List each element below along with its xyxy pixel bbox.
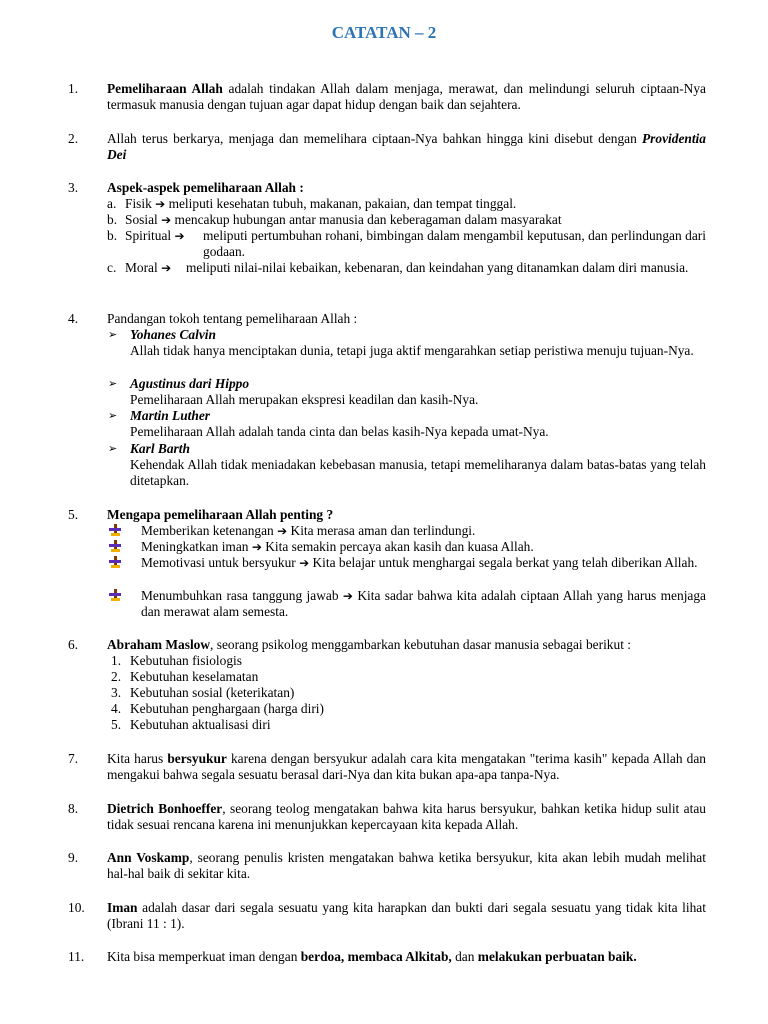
item-text: Kita harus bersyukur karena dengan bersyukur adalah cara kita mengatakan "terima kasih" kepada Allah dan mengakui bahwa segala sesuatu berasal dari-Nya dan kita bukan apa-apa tanpa-Nya. bbox=[107, 751, 706, 782]
arrowhead-bullet-icon: ➢ bbox=[108, 409, 118, 422]
item-number: 3. bbox=[68, 180, 79, 195]
need-text: Kebutuhan penghargaan (harga diri) bbox=[130, 701, 324, 716]
arrow-right-icon: ➔ bbox=[155, 197, 166, 211]
need-number: 4. bbox=[111, 701, 122, 716]
figure-name: Karl Barth bbox=[130, 441, 190, 456]
item-number: 5. bbox=[68, 507, 79, 522]
figure-quote: Pemeliharaan Allah merupakan ekspresi keadilan dan kasih-Nya. bbox=[130, 392, 479, 407]
cross-bullet-icon bbox=[109, 555, 121, 569]
need-number: 1. bbox=[111, 653, 122, 668]
item-number: 8. bbox=[68, 801, 79, 816]
arrow-right-icon: ➔ bbox=[277, 524, 288, 538]
figure-quote: Allah tidak hanya menciptakan dunia, tetapi juga aktif mengarahkan setiap peristiwa menuju tujuan-Nya. bbox=[130, 343, 694, 358]
need-text: Kebutuhan fisiologis bbox=[130, 653, 242, 668]
need-text: Kebutuhan keselamatan bbox=[130, 669, 259, 684]
need-text: Kebutuhan sosial (keterikatan) bbox=[130, 685, 295, 700]
need-number: 2. bbox=[111, 669, 122, 684]
cross-bullet-icon bbox=[109, 523, 121, 537]
arrow-right-icon: ➔ bbox=[299, 556, 310, 570]
item-number: 9. bbox=[68, 850, 79, 865]
item-text: Ann Voskamp, seorang penulis kristen mengatakan bahwa ketika bersyukur, kita akan lebih mudah melihat hal-hal baik di sekitar kita. bbox=[107, 850, 706, 881]
arrowhead-bullet-icon: ➢ bbox=[108, 328, 118, 341]
term: Providentia Dei bbox=[107, 131, 706, 162]
arrowhead-bullet-icon: ➢ bbox=[108, 377, 118, 390]
term: Iman bbox=[107, 900, 138, 915]
item-text: Abraham Maslow, seorang psikolog menggambarkan kebutuhan dasar manusia sebagai berikut : bbox=[107, 637, 631, 652]
item-number: 10. bbox=[68, 900, 85, 915]
term: Pemeliharaan Allah bbox=[107, 81, 223, 96]
aspect-row: b. Sosial ➔ mencakup hubungan antar manusia dan keberagaman dalam masyarakat bbox=[107, 212, 562, 227]
aspect-row: b. Spiritual ➔ meliputi pertumbuhan rohani, bimbingan dalam mengambil keputusan, dan perlindungan dari godaan. bbox=[107, 228, 706, 259]
aspect-row: a. Fisik ➔ meliputi kesehatan tubuh, makanan, pakaian, dan tempat tinggal. bbox=[107, 196, 517, 211]
need-number: 5. bbox=[111, 717, 122, 732]
item-number: 4. bbox=[68, 311, 79, 326]
figure-quote: Pemeliharaan Allah adalah tanda cinta dan belas kasih-Nya kepada umat-Nya. bbox=[130, 424, 549, 439]
item-text: Iman adalah dasar dari segala sesuatu yang kita harapkan dan bukti dari segala sesuatu yang tidak kita lihat (Ibrani 11 : 1). bbox=[107, 900, 706, 931]
cross-bullet-icon bbox=[109, 539, 121, 553]
need-text: Kebutuhan aktualisasi diri bbox=[130, 717, 271, 732]
figure-name: Agustinus dari Hippo bbox=[130, 376, 250, 391]
term: Ann Voskamp bbox=[107, 850, 190, 865]
term: Dietrich Bonhoeffer bbox=[107, 801, 223, 816]
section-heading: Aspek-aspek pemeliharaan Allah : bbox=[107, 180, 304, 195]
figure-name: Martin Luther bbox=[130, 408, 210, 423]
arrow-right-icon: ➔ bbox=[342, 589, 353, 603]
term: Abraham Maslow bbox=[107, 637, 211, 652]
figure-quote: Kehendak Allah tidak meniadakan kebebasan manusia, tetapi memeliharanya dalam batas-batas yang telah ditetapkan. bbox=[130, 457, 706, 488]
item-text: Allah terus berkarya, menjaga dan memelihara ciptaan-Nya bahkan hingga kini disebut dengan Providentia Dei bbox=[107, 131, 706, 162]
item-text: Pemeliharaan Allah adalah tindakan Allah dalam menjaga, merawat, dan melindungi seluruh ciptaan-Nya termasuk manusia dengan tujuan agar dapat hidup dengan baik dan sejahtera. bbox=[107, 81, 706, 112]
page-title: CATATAN – 2 bbox=[331, 23, 437, 42]
item-number: 11. bbox=[68, 949, 85, 964]
item-text: Dietrich Bonhoeffer, seorang teolog mengatakan bahwa kita harus bersyukur, bahkan ketika hidup sulit atau tidak sesuai rencana karena ini menunjukkan kepercayaan kita kepada Allah. bbox=[107, 801, 706, 832]
arrow-right-icon: ➔ bbox=[161, 213, 172, 227]
arrow-right-icon: ➔ bbox=[251, 540, 262, 554]
need-number: 3. bbox=[111, 685, 122, 700]
item-number: 2. bbox=[68, 131, 79, 146]
item-number: 1. bbox=[68, 81, 79, 96]
figure-name: Yohanes Calvin bbox=[130, 327, 216, 342]
item-number: 6. bbox=[68, 637, 79, 652]
cross-bullet-icon bbox=[109, 588, 121, 602]
item-text: Kita bisa memperkuat iman dengan berdoa, membaca Alkitab, dan melakukan perbuatan baik. bbox=[107, 949, 637, 964]
item-heading: Pandangan tokoh tentang pemeliharaan Allah : bbox=[107, 311, 358, 326]
item-number: 7. bbox=[68, 751, 79, 766]
term: bersyukur bbox=[167, 751, 227, 766]
arrow-right-icon: ➔ bbox=[174, 229, 185, 243]
arrowhead-bullet-icon: ➢ bbox=[108, 442, 118, 455]
section-heading: Mengapa pemeliharaan Allah penting ? bbox=[107, 507, 334, 522]
item-content bbox=[107, 180, 706, 292]
aspect-row: c. Moral ➔ meliputi nilai-nilai kebaikan, kebenaran, dan keindahan yang ditanamkan dalam diri manusia. bbox=[107, 260, 689, 275]
arrow-right-icon: ➔ bbox=[161, 261, 172, 275]
